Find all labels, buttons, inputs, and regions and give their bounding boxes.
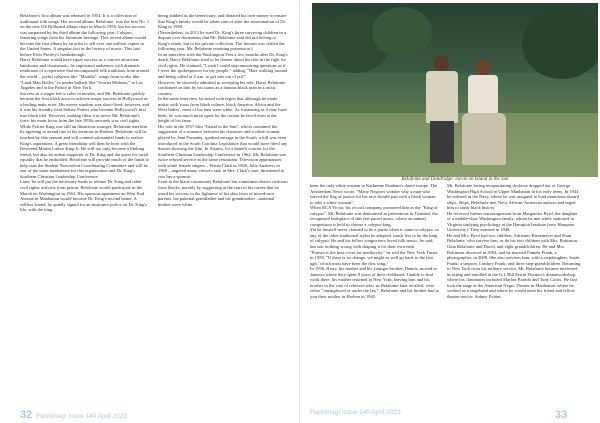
right-column-2 — [447, 183, 582, 406]
paragraph: "Purism is the best cover for mediocrity," he told the New York Times in 1959. "If there is no change, we might as well go back to the first ugh,' which must have been the first song." — [310, 249, 438, 266]
paragraph: In the same interview, he noted with regret that although he made music with 'roots from black culture, black America, Africa and the West Indies', most of his fans were white. As frustrating as it may have been, he was much more upset by the racism he faced even at the height of his fame. — [158, 96, 287, 124]
paragraph: He received further encouragement from Marguerite Byrd, the daughter of a middle-class Washington family, whom he met while stationed in Virginia studying psychology at the Hampton Institute (now Hampton University). They married in 1948. — [447, 210, 578, 233]
footer-issue-text: Flashmag! issue 140 April 2023 — [310, 409, 401, 416]
page-number: 33 — [555, 409, 568, 421]
photo-tree — [522, 9, 598, 79]
paragraph: He and Mrs. Byrd had two children, Adrienne Biesemeyer and Shari Belafonte, who survive him, as do his two children with Mrs. Robinson, Gina Belafonte and David, and eight grandchildren. He and Mrs. Robinson divorced in 2004, and he married Pamela Frank, a photographer, in 2008. She also survives him, with a stepdaughter, Sarah Frank; a stepson, Lindsey Frank; and three step-grandchildren. Returning to New York from his military service, Mr. Belafonte became interested in acting and enrolled in the G.I. Bill Erwin Piscator's dramaworkshop, where his classmates included Marlon Brando and Tony Curtis. He first took the stage at the American Negro Theater in Manhattan, where he worked as a stagehand and where he would meet his friend and fellow theater novice, Sidney Poitier. — [447, 232, 581, 299]
left-column-1 — [20, 13, 150, 406]
paragraph: Even in the black community Belafonte has sometimes drawn criticism from blacks, notably by suggesting at the start of his career that he owed his success to the lightness of his skin from of mixed-race parents, his paternal grandfather and his grandmother –maternal mother were white. — [158, 179, 288, 207]
photo-caption: Belafonte and Dandridge: movie on Island in the Sun — [401, 177, 509, 182]
paragraph: However, he sincerely admitted to accepting his role, Harry Belafonte confirmed on him by his status as a famous black man in a racist country. — [158, 79, 286, 96]
left-footer — [20, 409, 127, 421]
paragraph: Yet he himself never claimed to be a purist when it came to calypso, or any of the other traditional styles he adopted, much less to be the king of calypso. He and his fellow songwriters loved folk music, he said, but saw nothing wrong with shaping it for their own ends. — [310, 227, 439, 250]
paragraph: While Poitier King was still an illustrious stranger, Belafonte met him by agreeing to attend one of his sermons in Harlem. Belafonte will be touched by this sermon and will commit substantial funds to realize King's aspirations. A great friendship will then be born with the Reverend Martin Luther King Jr. He will not only become a lifelong friend, but also an ardent supporter of Dr. King and the quest for racial equality that he embodied. Belafonte will provide much of the funds to help start the Student Nonviolent Coordinating Committee and will be one of the main fundraisers for this organization and Dr. King's Southern Christian Leadership Conference. — [20, 123, 150, 179]
paragraph: Later, he will put the necessary funds to release Dr. King and other civil rights activists from prison. Belafonte would participate in the March on Washington in 1963. His spacious apartment on West End Avenue in Manhattan would become Dr. King's second home. A selfless friend, he quietly signed for an insurance policy on Dr. King's life, with the king — [20, 179, 147, 213]
film-still-photo — [312, 3, 598, 177]
paragraph: In 1930, Harry, his mother and his younger brother, Dennis, moved to Jamaica where they spent 8 years of their childhood. Unable to find work there, his mother returned to New York, leaving him and his brother in the care of relatives who, as Belafonte later recalled, were either "unemployed or under the law". Belafonte and his brother had to join their mother in Harlem in 1940. — [310, 266, 440, 299]
left-column-2 — [158, 13, 288, 406]
paragraph: been the only white woman in Katherine Dunham's dance troupe. The Amsterdam News wrote, "Many Negroes wonder why a man who waved the flag of justice for his race should part with a black woman to take a white woman". — [310, 183, 438, 205]
photo-figure-man — [422, 55, 462, 165]
paragraph: Mr. Belafonte facing incapacitating dyslexia dropped out of George Washington High School in Upper Manhattan in his early teens. In 1944 he enlisted in the Navy, where he was assigned to load munitions aboard ships. Ships, Belafonte met Navy African-American authors and urged him to study black history. — [447, 183, 579, 211]
paragraph: Success as a singer led to roles in movies, and Mr. Belafonte quickly became the first black actor to achieve major success in Hollywood as a leading male actor. His movie stardom was short-lived, however, and it was his friendly rival Sidney Poitier who became Hollywood's first true black idol. However, making films was never Mr. Belafonte's forte, his main focus from the late 1950s onwards was civil rights. — [20, 90, 149, 124]
footer-issue-text: Flashmag! issue 140 April 2023 — [36, 413, 127, 420]
paragraph: In an interview with the Washington Post a few months after Dr. King's death, Harry Belafonte tried to be clearer about his role in the fight for civil rights. He claimed, "I wish I could stop answering questions as if I were the spokesperson for my people," adding, "Hate walking around and being called at 3 a.m. to get cats out of jail." — [158, 51, 288, 80]
paragraph: His role in the 1957 film "Island in the Sun", which contained the suggestion of a romance between his character and a white woman played by Joan Fontaine, sparked outrage in the South: a bill was even introduced in the South Carolina Legislature that would have fined any theater showing the film. In Atlanta, for a benefit concert for the Southern Christian Leadership Conference in 1962, Mr. Belafonte was twice refused service at the same restaurant. Television appearances with white female singers – Petula Clark in 1968, Julie Andrews in 1969 – angered many viewers and, in Mrs. Clark's case, threatened to cost her a sponsor. — [158, 123, 288, 179]
paragraph: When RCA Victor, his record company, promoted him as the "King of calypso", Mr. Belafonte was denounced as pretentious in Trinidad, the recognized birthplace of this fast-paced music, where an annual competition is held to choose a calypso king. — [310, 205, 438, 227]
paragraph: being dubbed as the beneficiary, and donated his own money to ensure that King's family would be taken care of after the assassination of Dr. King in 1968. — [158, 13, 287, 30]
page-number: 32 — [20, 409, 33, 421]
paragraph: Harry Belafonte would have equal success as a concert attraction: handsome and charismatic, he captivated audiences with dramatic renditions of a repertoire that encompassed folk traditions from around the world – joyful calypsos like "Matilda", songs from works like "Land Man Holler," to tender ballads like "Scarlet Ribbons," in Los Angeles and at the Palace in New York. — [20, 57, 149, 91]
right-footer — [310, 409, 401, 421]
photo-tree — [372, 7, 432, 57]
right-column-1 — [310, 183, 440, 406]
paragraph: Belafonte's first album was released in 1954. It is a collection of traditional folk songs. His second album, Belafonte, was the first No. 1 on the new US Billboard album chart in March 1956, but his success was surpassed by his third album the following year, Calypso, featuring songs from his Jamaican heritage. This record album would become the first album by an artist to sell over one million copies in the United States. A singular fact in the history of music. This just before Elvis Presley's breakthrough. — [20, 13, 150, 57]
right-footer-number — [555, 409, 571, 421]
photo-figure-woman — [462, 59, 506, 167]
paragraph: (Nevertheless, in 2013 he sued Dr. King's three surviving children in a dispute over documents that Mr. Belafonte said did not belong to King's estate, but to his private collection. The lawsuit was settled the following year, Mr. Belafonte retaining possession.) — [158, 29, 286, 52]
